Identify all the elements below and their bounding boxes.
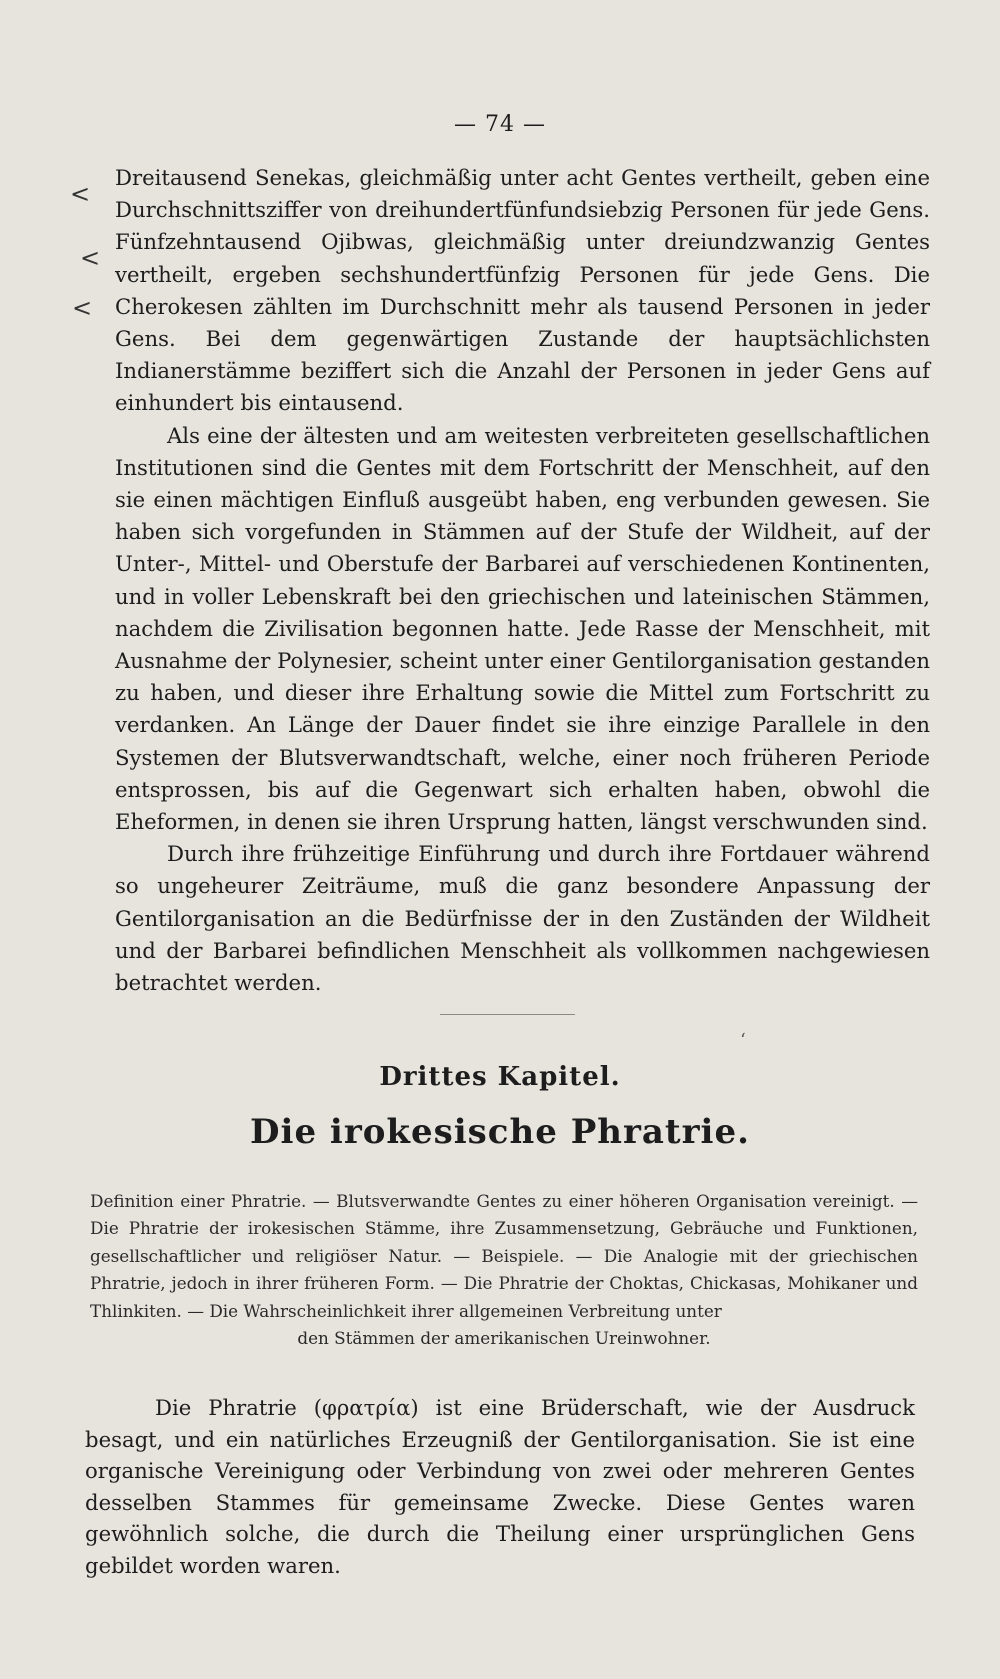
margin-mark: < xyxy=(72,294,93,322)
summary-text: Definition einer Phratrie. — Blutsverwandte Gentes zu einer höheren Organisation vereinigt. — Die Phratrie der irokesischen Stämme, ihre Zusammensetzung, Gebräuche und Funktionen, gesellschaftlicher und religiöser Natur. — Beispiele. — Die Analogie mit der griechischen Phratrie, jedoch in ihrer früheren Form. — Die Phratrie der Choktas, Chickasas, Mohikaner und Thlinkiten. — Die Wahrscheinlichkeit ihrer allgemeinen Verbreitung unter xyxy=(90,1191,918,1321)
paragraph: Als eine der ältesten und am weitesten verbreiteten gesellschaftlichen Institutionen sind die Gentes mit dem Fortschritt der Menschheit, auf den sie einen mächtigen Einfluß ausgeübt haben, eng verbunden gewesen. Sie haben sich vorgefunden in Stämmen auf der Stufe der Wildheit, auf der Unter-, Mittel- und Oberstufe der Barbarei auf verschiedenen Kontinenten, und in voller Lebenskraft bei den griechischen und lateinischen Stämmen, nachdem die Zivilisation begonnen hatte. Jede Rasse der Menschheit, mit Ausnahme der Polynesier, scheint unter einer Gentilorganisation gestanden zu haben, und dieser ihre Erhaltung sowie die Mittel zum Fortschritt zu verdanken. An Länge der Dauer findet sie ihre einzige Parallele in den Systemen der Blutsverwandtschaft, welche, einer noch früheren Periode entsprossen, bis auf die Gegenwart sich erhalten haben, obwohl die Eheformen, in denen sie ihren Ursprung hatten, längst verschwunden sind. xyxy=(115,422,930,835)
body-text xyxy=(115,162,930,999)
page-number: — 74 — xyxy=(454,112,546,137)
summary-last-line: den Stämmen der amerikanischen Ureinwohner. xyxy=(297,1328,711,1349)
paragraph: Die Phratrie (φρατρία) ist eine Brüderschaft, wie der Ausdruck besagt, und ein natürliches Erzeugniß der Gentilorganisation. Sie ist eine organische Vereinigung oder Verbindung von zwei oder mehreren Gentes desselben Stammes für gemeinsame Zwecke. Diese Gentes waren gewöhnlich solche, die durch die Theilung einer ursprünglichen Gens gebildet worden waren. xyxy=(85,1395,915,1578)
paragraph: Durch ihre frühzeitige Einführung und durch ihre Fortdauer während so ungeheurer Zeiträume, muß die ganz besondere Anpassung der Gentilorganisation an die Bedürfnisse der in den Zuständen der Wildheit und der Barbarei befindlichen Menschheit als vollkommen nachgewiesen betrachtet werden. xyxy=(115,841,930,996)
final-paragraph-block xyxy=(85,1392,915,1581)
margin-mark: < xyxy=(70,180,91,208)
paragraph: Dreitausend Senekas, gleichmäßig unter acht Gentes vertheilt, geben eine Durchschnittsziffer von dreihundertfünfundsiebzig Personen für jede Gens. Fünfzehntausend Ojibwas, gleichmäßig unter dreiundzwanzig Gentes vertheilt, ergeben sechshundertfünfzig Personen für jede Gens. Die Cherokesen zählten im Durchschnitt mehr als tausend Personen in jeder Gens. Bei dem gegenwärtigen Zustande der hauptsächlichsten Indianerstämme beziffert sich die Anzahl der Personen in jeder Gens auf einhundert bis eintausend. xyxy=(115,165,930,416)
margin-mark: < xyxy=(80,244,101,272)
chapter-title: Die irokesische Phratrie. xyxy=(250,1112,750,1152)
stray-mark: ʻ xyxy=(740,1030,746,1051)
section-divider xyxy=(440,1014,575,1015)
chapter-summary xyxy=(90,1188,918,1352)
chapter-number: Drittes Kapitel. xyxy=(379,1062,621,1092)
